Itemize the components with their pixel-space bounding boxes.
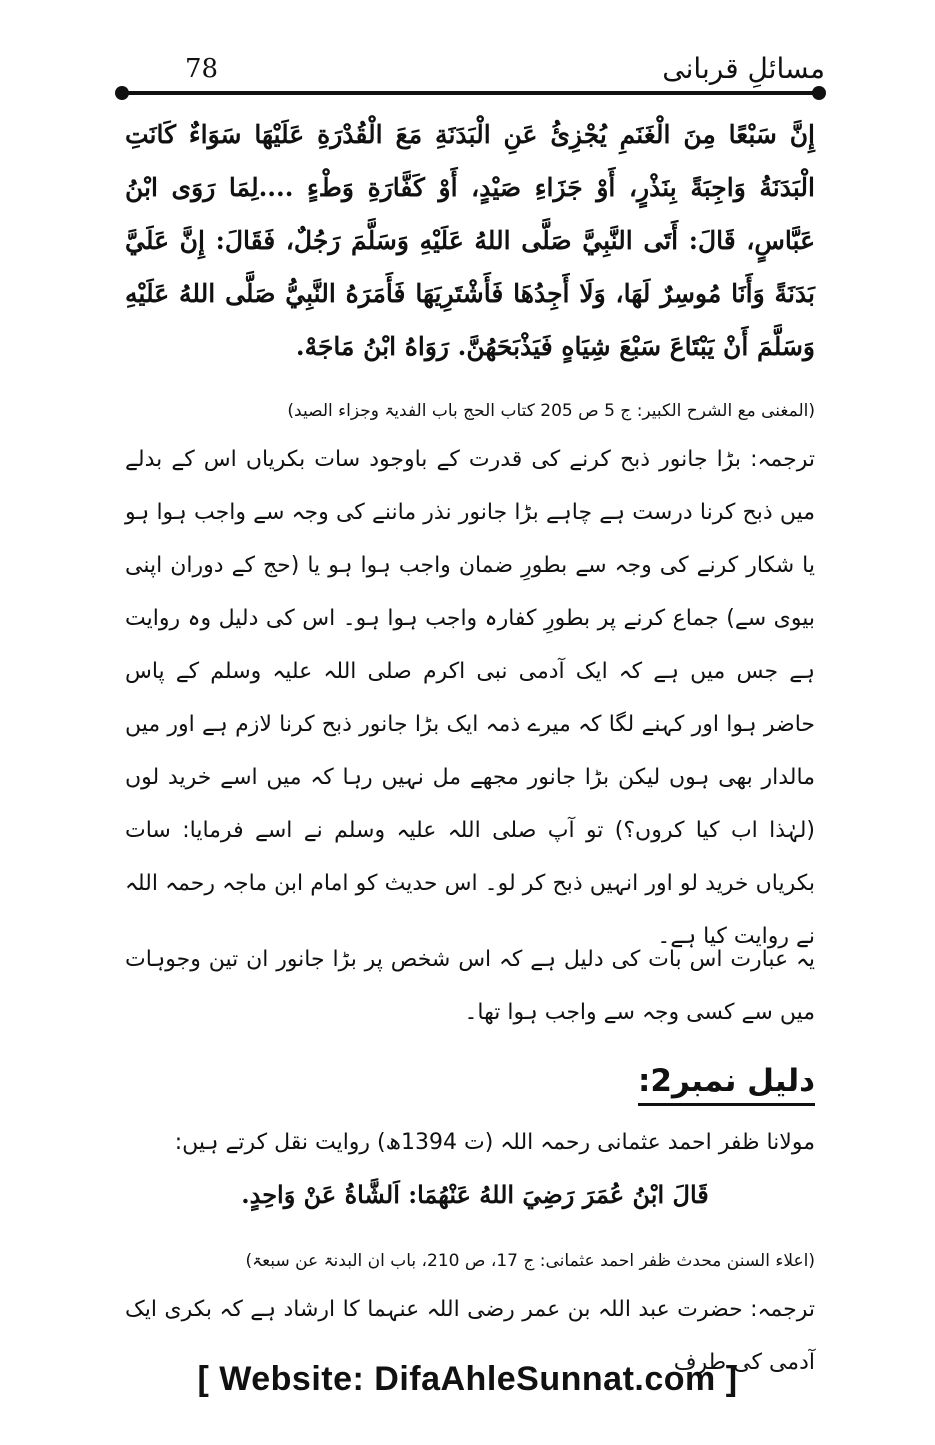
translation-1: ترجمہ: بڑا جانور ذبح کرنے کی قدرت کے باوجود سات بکریاں اس کے بدلے میں ذبح کرنا درست ہے چاہے بڑا جانور نذر ماننے کی وجہ سے واجب ہوا ہو یا شکار کرنے کی وجہ سے بطورِ ضمان واجب ہوا ہو یا (حج کے دوران اپنی بیوی سے) جماع کرنے پر بطورِ کفارہ واجب ہوا ہو۔ اس کی دلیل وہ روایت ہے جس میں ہے کہ ایک آدمی نبی اکرم صلی اللہ علیہ وسلم کے پاس حاضر ہوا اور کہنے لگا کہ میرے ذمہ ایک بڑا جانور ذبح کرنا لازم ہے اور میں مالدار بھی ہوں لیکن بڑا جانور مجھے مل نہیں رہا کہ میں اسے خرید لوں (لہٰذا اب کیا کروں؟) تو آپ صلی اللہ علیہ وسلم نے اسے فرمایا: سات بکریاں خرید لو اور انہیں ذبح کر لو۔ اس حدیث کو امام ابن ماجہ رحمہ اللہ نے روایت کیا ہے۔ xyxy=(125,447,815,949)
page-number: 78 xyxy=(185,54,219,84)
rule-end-dot-left xyxy=(115,86,129,100)
reference-2: (اعلاء السنن محدث ظفر احمد عثمانی: ج 17، ص 210، باب ان البدنۃ عن سبعۃ) xyxy=(245,1251,815,1271)
translation-2: ترجمہ: حضرت عبد اللہ بن عمر رضی اللہ عنہما کا ارشاد ہے کہ بکری ایک آدمی کی طرف xyxy=(125,1297,815,1375)
arabic-passage: إِنَّ سَبْعًا مِنَ الْغَنَمِ يُجْزِئُ عَنِ الْبَدَنَةِ مَعَ الْقُدْرَةِ عَلَيْهَا سَوَاءٌ كَانَتِ الْبَدَنَةُ وَاجِبَةً بِنَذْرٍ، أَوْ جَزَاءِ صَيْدٍ، أَوْ كَفَّارَةِ وَطْءٍ ....لِمَا رَوَى ابْنُ عَبَّاسٍ، قَالَ: أَتَى النَّبِيَّ صَلَّى اللهُ عَلَيْهِ وَسَلَّمَ رَجُلٌ، فَقَالَ: إِنَّ عَلَيَّ بَدَنَةً وَأَنَا مُوسِرٌ لَهَا، وَلَا أَجِدُهَا فَأَشْتَرِيَهَا فَأَمَرَهُ النَّبِيُّ صَلَّى اللهُ عَلَيْهِ وَسَلَّمَ أَنْ يَبْتَاعَ سَبْعَ شِيَاهٍ فَيَذْبَحَهُنَّ. رَوَاهُ ابْنُ مَاجَهْ. xyxy=(125,120,815,361)
arabic-quote: قَالَ ابْنُ عُمَرَ رَضِيَ اللهُ عَنْهُمَا: اَلشَّاةُ عَنْ وَاحِدٍ. xyxy=(241,1180,709,1209)
reference-1: (المغنی مع الشرح الکبیر: ج 5 ص 205 کتاب الحج باب الفدیۃ وجزاء الصید) xyxy=(287,401,815,421)
section-heading-wrap xyxy=(638,1063,815,1106)
section-heading: دلیل نمبر2: xyxy=(638,1063,815,1106)
header-rule xyxy=(120,91,815,95)
rule-end-dot-right xyxy=(812,86,826,100)
conclusion-paragraph: یہ عبارت اس بات کی دلیل ہے کہ اس شخص پر بڑا جانور ان تین وجوہات میں سے کسی وجہ سے واجب ہوا تھا۔ xyxy=(125,947,815,1025)
narration-intro: مولانا ظفر احمد عثمانی رحمہ اللہ (ت 1394ھ) روایت نقل کرتے ہیں: xyxy=(174,1130,815,1155)
website-footer: [ Website: DifaAhleSunnat.com ] xyxy=(197,1360,738,1398)
book-title: مسائلِ قربانی xyxy=(662,52,825,85)
